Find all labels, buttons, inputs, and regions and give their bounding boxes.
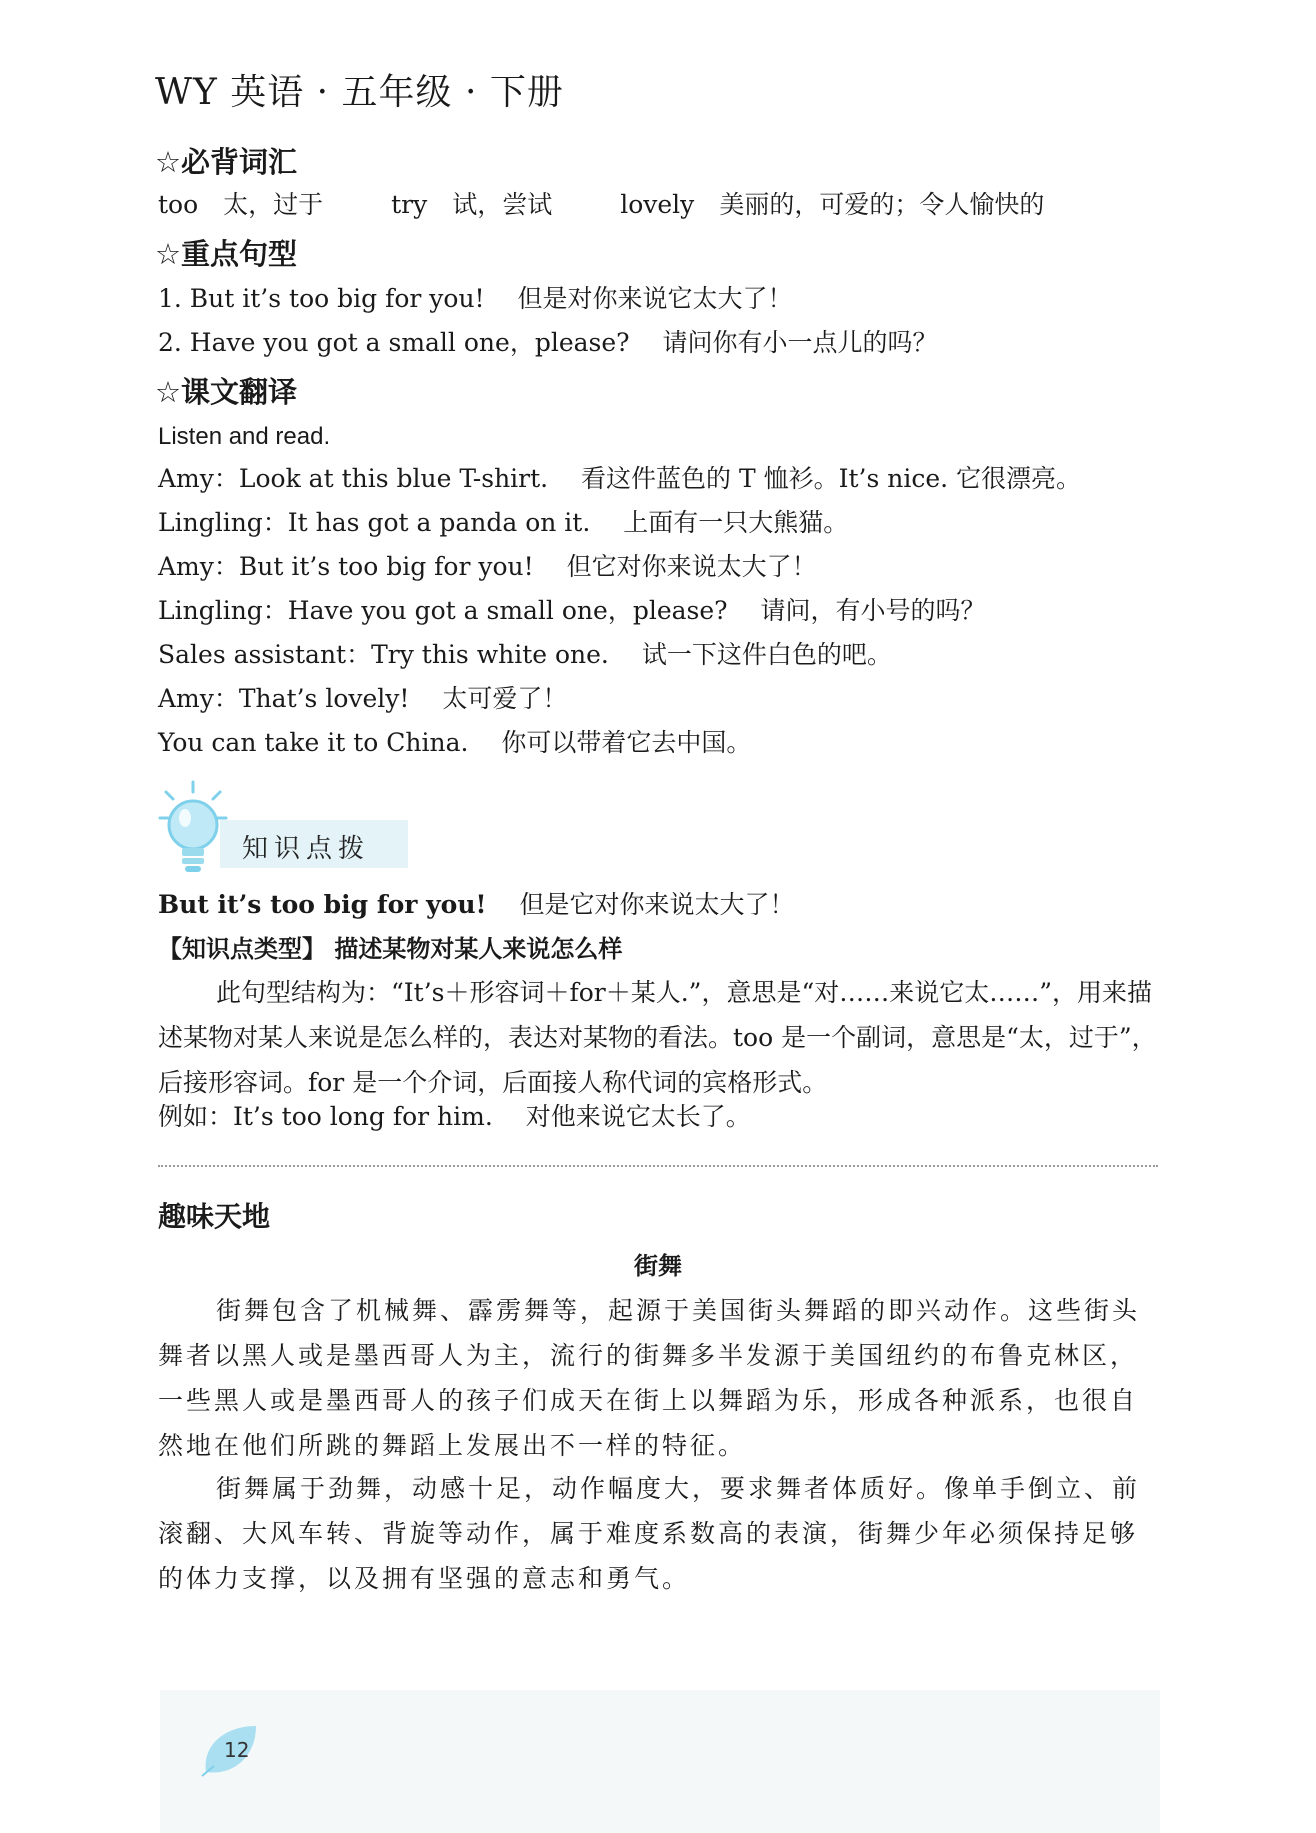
tip-key-sentence-zh: 但是它对你来说太大了！: [486, 890, 795, 919]
story-paragraph: 街舞包含了机械舞、霹雳舞等，起源于美国街头舞蹈的即兴动作。这些街头舞者以黑人或是墨西哥人为主，流行的街舞多半发源于美国纽约的布鲁克林区，一些黑人或是墨西哥人的孩子们成天在街上以舞蹈为乐，形成各种派系，也很自然地在他们所跳的舞蹈上发展出不一样的特征。: [158, 1296, 1141, 1460]
page-number: 12: [224, 1738, 250, 1762]
tip-example: 例如：It’s too long for him. 对他来说它太长了。: [158, 1102, 751, 1131]
sentence-section-title: ☆重点句型: [155, 237, 297, 271]
section-divider: [158, 1165, 1158, 1167]
vocab-meaning: 试，尝试: [452, 190, 553, 219]
listen-and-read-heading: Listen and read.: [158, 423, 331, 450]
page-header-title: WY 英语 · 五年级 · 下册: [155, 72, 564, 113]
vocab-section-title: ☆必背词汇: [155, 145, 297, 179]
dialogue-line: Sales assistant：Try this white one. 试一下这件白色的吧。: [158, 640, 892, 669]
dialogue-line: You can take it to China. 你可以带着它去中国。: [158, 728, 752, 757]
tip-label: 知识点拨: [242, 834, 371, 864]
tip-explanation: 此句型结构为：“It’s＋形容词＋for＋某人.”，意思是“对……来说它太……”，用来描述某物对某人来说是怎么样的，表达对某物的看法。too 是一个副词，意思是“太，过于”，后接形容词。for 是一个介词，后面接人称代词的宾格形式。: [158, 978, 1157, 1097]
vocab-word: try: [391, 190, 428, 219]
vocab-meaning: 太，过于: [223, 190, 324, 219]
key-sentence: 2. Have you got a small one，please? 请问你有小一点儿的吗？: [158, 328, 938, 357]
tip-type-line: [158, 932, 622, 966]
vocab-word: lovely: [620, 190, 695, 219]
story-paragraph: 街舞属于劲舞，动感十足，动作幅度大，要求舞者体质好。像单手倒立、前滚翻、大风车转、背旋等动作，属于难度系数高的表演，街舞少年必须保持足够的体力支撑，以及拥有坚强的意志和勇气。: [158, 1474, 1141, 1593]
tip-banner: [158, 780, 408, 880]
tip-type-value: 描述某物对某人来说怎么样: [334, 935, 623, 963]
footer-band: [160, 1690, 1160, 1833]
vocab-meaning: 美丽的，可爱的；令人愉快的: [719, 190, 1045, 219]
dialogue-line: Amy：But it’s too big for you! 但它对你来说太大了！: [158, 552, 817, 581]
fun-section-title: 趣味天地: [158, 1200, 271, 1233]
lightbulb-icon: [158, 780, 228, 880]
dialogue-line: Amy：That’s lovely! 太可爱了！: [158, 684, 568, 713]
tip-type-label: 【知识点类型】: [158, 935, 326, 963]
dialogue-line: Lingling：It has got a panda on it. 上面有一只大熊猫。: [158, 508, 849, 537]
translation-section-title: ☆课文翻译: [155, 375, 297, 409]
vocab-list: [158, 188, 1044, 222]
vocab-word: too: [158, 190, 199, 219]
key-sentence: 1. But it’s too big for you! 但是对你来说它太大了！: [158, 284, 793, 313]
tip-key-sentence-en: But it’s too big for you!: [158, 890, 487, 919]
dialogue-line: Lingling：Have you got a small one，please? 请问，有小号的吗？: [158, 596, 986, 625]
story-title: 街舞: [634, 1252, 682, 1280]
tip-key-sentence: [158, 888, 794, 922]
dialogue-line: Amy：Look at this blue T-shirt. 看这件蓝色的 T 恤衫。It’s nice. 它很漂亮。: [158, 464, 1082, 493]
